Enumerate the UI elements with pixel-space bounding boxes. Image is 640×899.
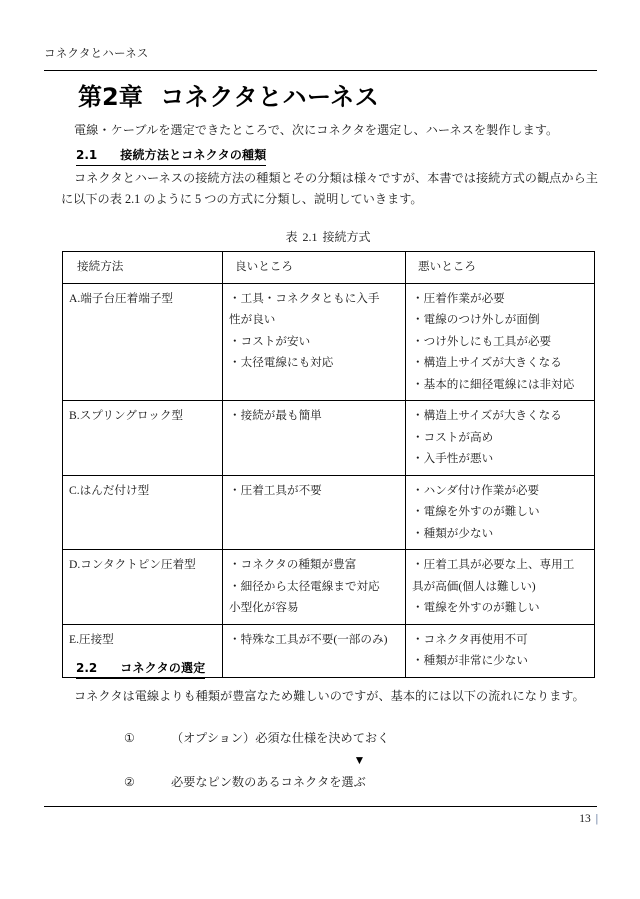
page-number-bar: |	[595, 813, 598, 825]
cell-cons	[406, 624, 595, 677]
chapter-title-text: コネクタとハーネス	[160, 83, 380, 111]
section-title-2-2: コネクタの選定	[120, 661, 206, 675]
footer-divider	[44, 806, 597, 807]
pro-item: ・工具・コネクタともに入手	[229, 291, 380, 305]
con-item: ・種類が非常に少ない	[412, 654, 528, 667]
table-caption-label: 表	[285, 230, 298, 244]
method-name: D.コンタクトピン圧着型	[69, 558, 196, 571]
method-name: B.スプリングロック型	[69, 409, 184, 422]
pro-item: ・太径電線にも対応	[229, 356, 334, 369]
cell-pros	[223, 624, 406, 677]
con-item: ・構造上サイズが大きくなる	[412, 409, 562, 422]
cell-pros	[223, 475, 406, 550]
con-item: ・電線を外すのが難しい	[412, 505, 540, 518]
cell-cons	[406, 550, 595, 625]
con-item: ・入手性が悪い	[412, 452, 494, 465]
column-header-pros: 良いところ	[223, 252, 406, 284]
page-number	[579, 810, 598, 828]
column-header-method: 接続方法	[63, 252, 223, 284]
table-caption	[62, 229, 594, 246]
pro-item: ・接続が最も簡単	[229, 409, 322, 422]
section-heading-2-2	[76, 659, 205, 679]
pro-item: ・特殊な工具が不要(一部のみ)	[229, 632, 388, 646]
running-header: コネクタとハーネス	[44, 48, 149, 60]
con-item: ・つけ外しにも工具が必要	[412, 334, 552, 348]
flow-step-text: （オプション）必須な仕様を決めておく	[171, 731, 390, 745]
section-heading-2-1	[76, 146, 266, 166]
table-caption-number: 2.1	[302, 230, 318, 244]
con-item: ・圧着工具が必要な上、専用工	[412, 558, 575, 571]
con-item: ・構造上サイズが大きくなる	[412, 356, 562, 369]
cell-method	[63, 401, 223, 476]
table-caption-title: 接続方式	[322, 230, 371, 244]
flow-step	[61, 726, 598, 750]
method-name: E.圧接型	[69, 632, 114, 646]
cell-cons	[406, 401, 595, 476]
section-number-2-2: 2.2	[76, 661, 98, 675]
con-item: ・電線のつけ外しが面倒	[412, 313, 540, 326]
cell-method	[63, 475, 223, 550]
connection-methods-table	[62, 251, 595, 678]
column-header-cons: 悪いところ	[406, 252, 595, 284]
cell-pros	[223, 283, 406, 401]
chapter-title	[78, 80, 598, 114]
pro-item: ・細径から太径電線まで対応	[229, 579, 380, 593]
chapter-number: 第2章	[78, 83, 143, 111]
section-2-2-body: コネクタは電線よりも種類が豊富なため難しいのですが、基本的には以下の流れになります。	[74, 689, 585, 703]
pro-item: ・圧着工具が不要	[229, 483, 322, 497]
con-item: ・種類が少ない	[412, 526, 494, 540]
section-number-2-1: 2.1	[76, 148, 98, 162]
table-row	[63, 550, 595, 625]
cell-method	[63, 550, 223, 625]
con-item: ・基本的に細径電線には非対応	[412, 377, 575, 391]
con-item: ・コネクタ再使用不可	[412, 632, 528, 646]
cell-method	[63, 283, 223, 401]
con-item: ・コストが高め	[412, 430, 494, 444]
cell-pros	[223, 401, 406, 476]
flow-step-marker: ②	[124, 775, 135, 789]
page-number-value: 13	[579, 813, 591, 825]
selection-flow-list	[61, 726, 598, 794]
table-row	[63, 401, 595, 476]
con-item: ・電線を外すのが難しい	[412, 601, 540, 614]
method-name: C.はんだ付け型	[69, 483, 150, 497]
table-header-row	[63, 252, 595, 284]
con-item-continuation: 具が高価(個人は難しい)	[412, 579, 536, 593]
pro-item-continuation: 小型化が容易	[229, 601, 299, 614]
header-divider	[44, 70, 597, 71]
table-row	[63, 475, 595, 550]
pro-item: ・コストが安い	[229, 334, 311, 348]
chapter-intro-paragraph: 電線・ケーブルを選定できたところで、次にコネクタを選定し、ハーネスを製作します。	[74, 123, 559, 137]
cell-cons	[406, 475, 595, 550]
con-item: ・圧着作業が必要	[412, 291, 505, 305]
cell-pros	[223, 550, 406, 625]
flow-step-text: 必要なピン数のあるコネクタを選ぶ	[171, 775, 366, 789]
method-name: A.端子台圧着端子型	[69, 291, 174, 305]
table-row	[63, 283, 595, 401]
section-2-1-body: コネクタとハーネスの接続方法の種類とその分類は様々ですが、本書では接続方式の観点から主に以下の表 2.1 のように 5 つの方式に分類し、説明していきます。	[61, 171, 598, 206]
pro-item: ・コネクタの種類が豊富	[229, 558, 357, 571]
flow-step	[61, 770, 598, 794]
down-triangle-icon: ▼	[353, 753, 366, 767]
con-item: ・ハンダ付け作業が必要	[412, 483, 540, 497]
section-title-2-1: 接続方法とコネクタの種類	[120, 148, 267, 162]
pro-item-continuation: 性が良い	[229, 313, 276, 326]
cell-cons	[406, 283, 595, 401]
flow-step-marker: ①	[124, 731, 135, 745]
